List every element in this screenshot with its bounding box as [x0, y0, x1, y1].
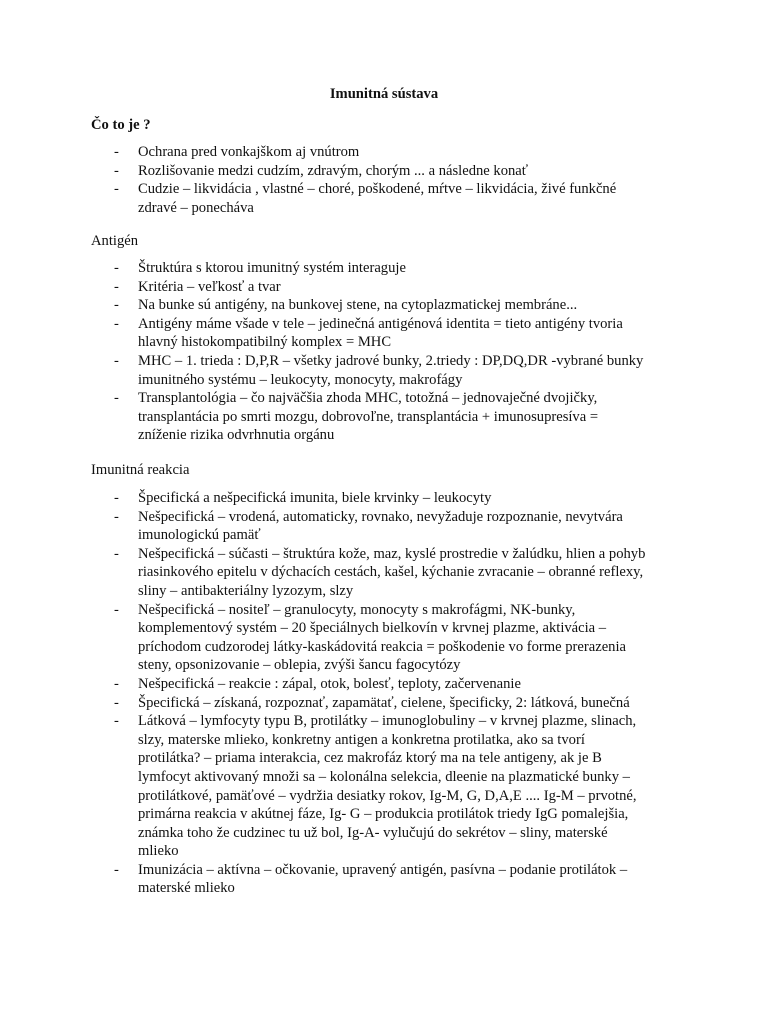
list-item-line: materské mlieko	[138, 880, 235, 897]
list-item-line: Imunizácia – aktívna – očkovanie, upravený antigén, pasívna – podanie protilátok –	[138, 861, 628, 878]
section-heading-imunitna-reakcia: Imunitná reakcia	[91, 462, 190, 478]
list-item-line: Špecifická – získaná, rozpoznať, zapamätať, cielene, špecificky, 2: látková, bunečná	[138, 694, 630, 711]
list-item-line: Ochrana pred vonkajškom aj vnútrom	[138, 144, 360, 160]
list-item	[0, 389, 658, 445]
list-item-line: Cudzie – likvidácia , vlastné – choré, poškodené, mŕtve – likvidácia, živé funkčné	[138, 181, 617, 198]
section-list-antigen	[0, 259, 768, 445]
list-item-line: transplantácia po smrti mozgu, dobrovoľne, transplantácia + imunosupresíva =	[138, 408, 599, 425]
bullet-dash: -	[114, 508, 119, 525]
list-item	[0, 489, 658, 508]
list-item-line: mlieko	[138, 843, 179, 860]
list-item	[0, 675, 658, 694]
bullet-dash: -	[114, 490, 119, 506]
list-item-line: známka toho že cudzinec tu už bol, Ig-A- vylučujú do sekrétov – sliny, materské	[138, 824, 608, 841]
bullet-dash: -	[114, 390, 119, 407]
section-heading-co-to-je: Čo to je ?	[91, 117, 151, 133]
document-title: Imunitná sústava	[329, 86, 439, 102]
bullet-dash: -	[114, 601, 119, 618]
list-item-line: Štruktúra s ktorou imunitný systém interaguje	[138, 260, 406, 276]
list-item-line: hlavný histokompatibilný komplex = MHC	[138, 334, 392, 351]
list-item	[0, 180, 658, 217]
list-item-line: Na bunke sú antigény, na bunkovej stene, na cytoplazmatickej membráne...	[138, 297, 578, 314]
bullet-dash: -	[114, 352, 119, 369]
list-item-line: Nešpecifická – vrodená, automaticky, rovnako, nevyžaduje rozpoznanie, nevytvára	[138, 508, 623, 525]
list-item-line: príchodom cudzorodej látky-kaskádovitá reakcia = poškodenie vo forme prerazenia	[138, 638, 627, 655]
bullet-dash: -	[114, 278, 119, 295]
list-item	[0, 259, 658, 278]
bullet-dash: -	[114, 260, 119, 276]
list-item-line: MHC – 1. trieda : D,P,R – všetky jadrové bunky, 2.triedy : DP,DQ,DR -vybrané bunky	[138, 352, 644, 369]
list-item-line: Nešpecifická – reakcie : zápal, otok, bolesť, teploty, začervenanie	[138, 675, 521, 692]
bullet-dash: -	[114, 694, 119, 711]
bullet-dash: -	[114, 713, 119, 730]
bullet-dash: -	[114, 675, 119, 692]
list-item-line: riasinkového epitelu v dýchacích cestách, kašel, kýchanie zvracanie – obranné reflexy,	[138, 564, 644, 581]
bullet-dash: -	[114, 162, 119, 179]
bullet-dash: -	[114, 144, 119, 160]
list-item-line: Antigény máme všade v tele – jedinečná antigénová identita = tieto antigény tvoria	[138, 315, 623, 332]
list-item	[0, 278, 658, 297]
list-item-line: Nešpecifická – súčasti – štruktúra kože, maz, kyslé prostredie v žalúdku, hlien a pohyb	[138, 545, 646, 562]
list-item-line: Látková – lymfocyty typu B, protilátky – imunoglobuliny – v krvnej plazme, slinach,	[138, 713, 637, 730]
list-item	[0, 861, 658, 898]
section-heading-antigen: Antigén	[91, 233, 139, 249]
list-item	[0, 352, 658, 389]
bullet-dash: -	[114, 315, 119, 332]
list-item-line: Kritéria – veľkosť a tvar	[138, 278, 281, 295]
list-item	[0, 143, 658, 162]
section-list-co-to-je	[0, 143, 768, 217]
list-item-line: Špecifická a nešpecifická imunita, biele krvinky – leukocyty	[138, 490, 492, 506]
list-item-line: slzy, materske mlieko, konkretny antigen a konkretna protilatka, ako sa tvorí	[138, 731, 585, 748]
list-item	[0, 545, 658, 601]
list-item	[0, 296, 658, 315]
bullet-dash: -	[114, 181, 119, 198]
section-list-imunitna-reakcia	[0, 489, 768, 898]
bullet-dash: -	[114, 545, 119, 562]
bullet-dash: -	[114, 861, 119, 878]
list-item-line: primárna reakcia v akútnej fáze, Ig- G – produkcia protilátok triedy IgG pomalejšia,	[138, 806, 629, 823]
list-item	[0, 601, 658, 675]
list-item-line: Transplantológia – čo najväčšia zhoda MHC, totožná – jednovaječné dvojičky,	[138, 390, 598, 407]
list-item	[0, 162, 658, 181]
list-item-line: Rozlišovanie medzi cudzím, zdravým, chorým ... a následne konať	[138, 162, 529, 179]
list-item	[0, 508, 658, 545]
list-item-line: protilátkové, pamäťové – vydržia desiatky rokov, Ig-M, G, D,A,E .... Ig-M – prvotné,	[138, 787, 637, 804]
bullet-dash: -	[114, 297, 119, 314]
list-item-line: steny, opsonizovanie – oblepia, zvýši šancu fagocytózy	[138, 657, 461, 674]
list-item-line: Nešpecifická – nositeľ – granulocyty, monocyty s makrofágmi, NK-bunky,	[138, 601, 576, 618]
list-item	[0, 694, 658, 713]
list-item-line: lymfocyt aktivovaný množi sa – kolonálna selekcia, dleenie na plazmatické bunky –	[138, 768, 630, 785]
list-item-line: komplementový systém – 20 špeciálnych bielkovín v krvnej plazme, aktivácia –	[138, 620, 607, 637]
list-item-line: zníženie rizika odvrhnutia orgánu	[138, 427, 335, 444]
list-item-line: protilátka? – priama interakcia, cez makrofáz ktorý ma na tele antigeny, ak je B	[138, 750, 602, 767]
list-item-line: sliny – antibakteriálny lyzozym, slzy	[138, 582, 354, 599]
list-item	[0, 712, 658, 861]
list-item-line: imunitného systému – leukocyty, monocyty, makrofágy	[138, 371, 463, 388]
list-item-line: zdravé – ponecháva	[138, 199, 254, 216]
list-item-line: imunologickú pamäť	[138, 527, 261, 544]
list-item	[0, 315, 658, 352]
